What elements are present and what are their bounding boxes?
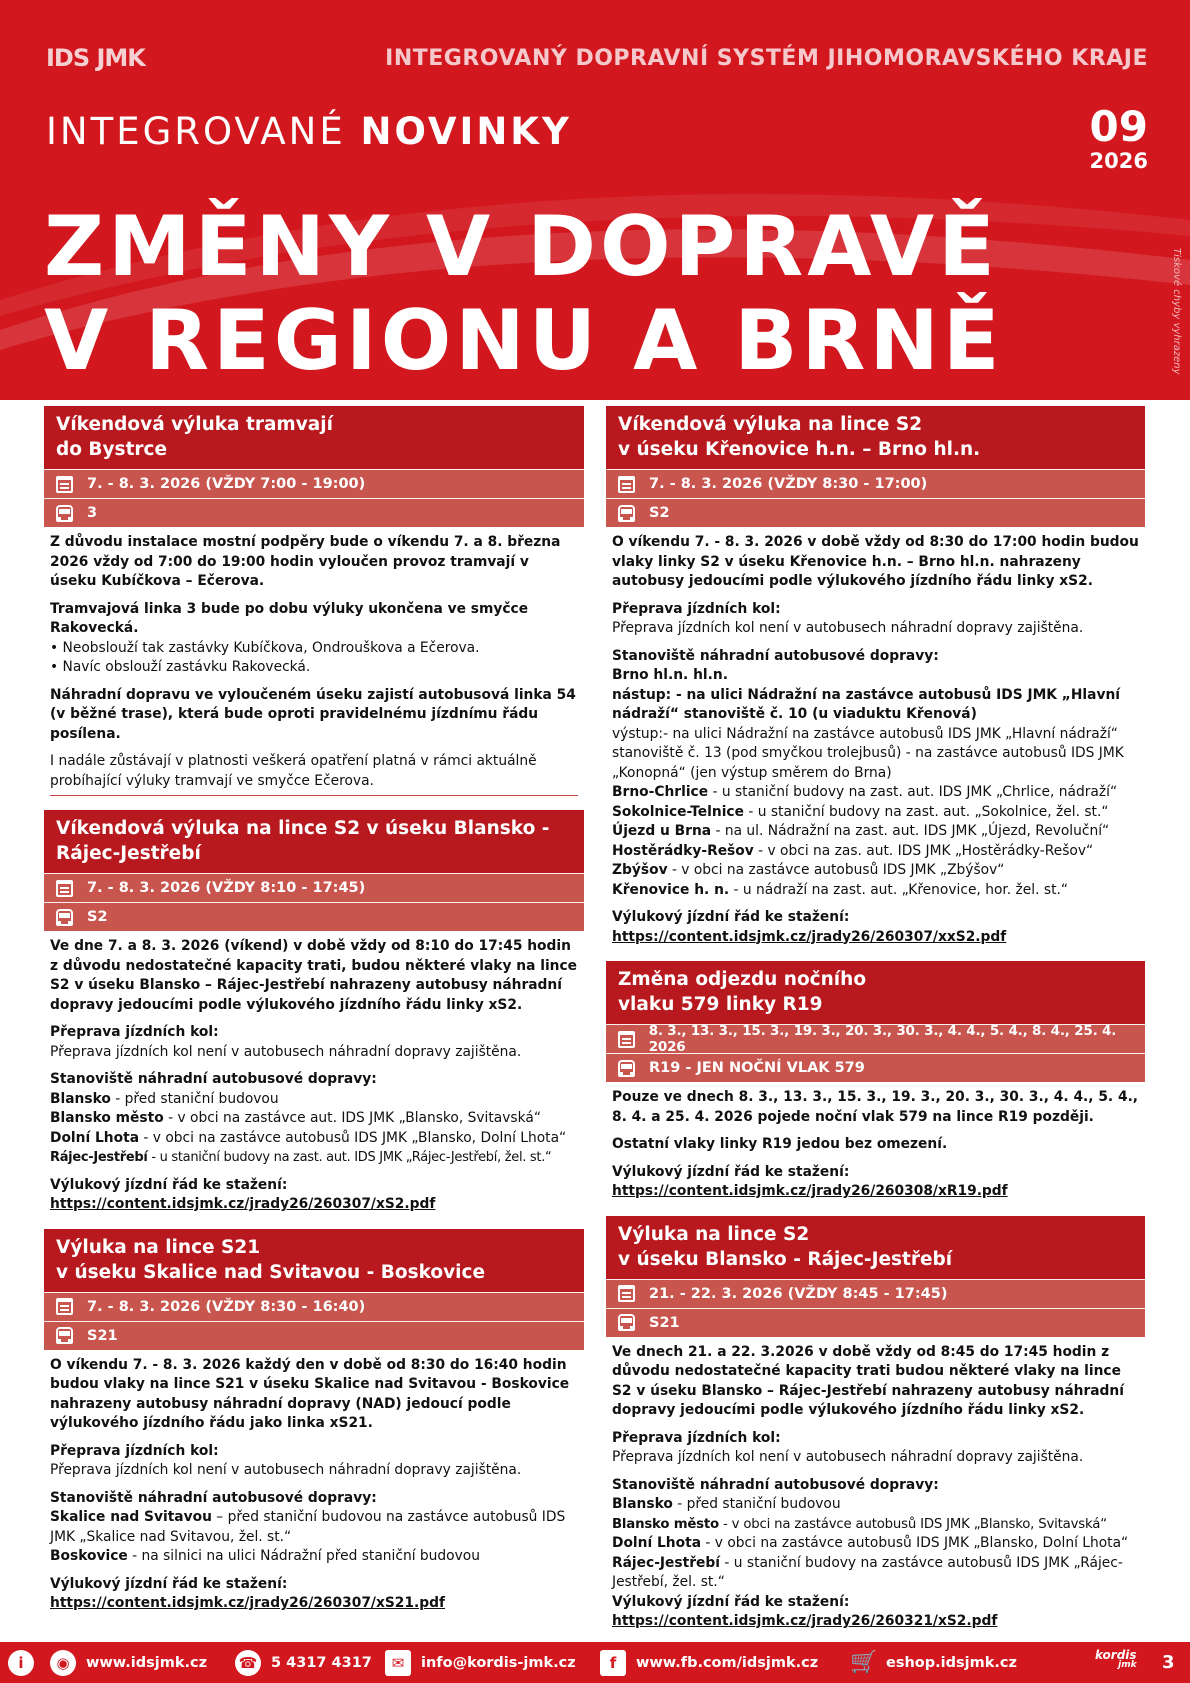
timetable-link[interactable]: https://content.idsjmk.cz/jrady26/260307/xxS2.pdf bbox=[612, 928, 1007, 945]
right-column bbox=[606, 406, 1145, 1646]
calendar-icon bbox=[618, 476, 635, 493]
notice-date: 21. - 22. 3. 2026 (VŽDY 8:45 - 17:45) bbox=[649, 1285, 948, 1302]
notice-line: S21 bbox=[649, 1314, 680, 1331]
issue-year: 2026 bbox=[1089, 149, 1148, 173]
notice-s2-blansko-weekend bbox=[44, 810, 584, 1221]
cart-icon: 🛒 bbox=[850, 1649, 878, 1675]
issue-number: 09 bbox=[1089, 102, 1148, 151]
disclaimer: Tiskové chyby vyhrazeny bbox=[1171, 248, 1182, 375]
calendar-icon bbox=[56, 1298, 73, 1315]
notice-title: Výluka na lince S21 v úseku Skalice nad Svitavou - Boskovice bbox=[44, 1229, 584, 1292]
notice-line: R19 - JEN NOČNÍ VLAK 579 bbox=[649, 1060, 865, 1076]
footer-phone-link[interactable]: ☎ 5 4317 4317 bbox=[235, 1642, 372, 1683]
footer-email-link[interactable]: ✉ info@kordis-jmk.cz bbox=[385, 1642, 576, 1683]
notice-body: Z důvodu instalace mostní podpěry bude o víkendu 7. a 8. března 2026 vždy od 7:00 do 19:00 hodin vyloučen provoz tramvají v úseku Kubíčkova – Ečerova. Tramvajová linka 3 bude po dobu výluky ukončena ve smyčce Rakovecká. • Neobslouží tak zastávky Kubíčkova, Ondrouškova a Ečerova. • Navíc obslouží zastávku Rakovecká. Náhradní dopravu ve vyloučeném úseku zajistí autobusová linka 54 (v běžné trase), která bude oproti pravidelnému jízdnímu řádu posílena. I nadále zůstávají v platnosti veškerá opatření platná v rámci aktuálně probíhající výluky tramvají ve smyčce Ečerova. bbox=[44, 527, 584, 802]
notice-date: 8. 3., 13. 3., 15. 3., 19. 3., 20. 3., 30. 3., 4. 4., 5. 4., 8. 4., 25. 4. 2026 bbox=[648, 1023, 1117, 1055]
series-title: INTEGROVANÉ NOVINKY bbox=[46, 110, 572, 153]
notice-body: O víkendu 7. - 8. 3. 2026 každý den v době od 8:30 do 16:40 hodin budou vlaky na lince S21 v úseku Skalice nad Svitavou - Boskovice nahrazeny autobusy náhradní dopravy (NAD) jedoucí podle výlukového jízdního řádu jako linka xS21. Přeprava jízdních kol: Přeprava jízdních kol není v autobusech náhradní dopravy zajištěna. Stanoviště náhradní autobusové dopravy: Skalice nad Svitavou – před staniční budovou na zastávce autobusů IDS JMK „Skalice nad Svitavou, žel. st.“ Boskovice - na silnici na ulici Nádražní před staniční budovou Výlukový jízdní řád ke stažení: https://content.idsjmk.cz/jrady26/260307/xS21.pdf bbox=[44, 1350, 584, 1620]
ids-jmk-logo[interactable] bbox=[46, 44, 145, 72]
notice-title: Výluka na lince S2 v úseku Blansko - Rájec-Jestřebí bbox=[606, 1216, 1145, 1279]
system-name: INTEGROVANÝ DOPRAVNÍ SYSTÉM JIHOMORAVSKÉHO KRAJE bbox=[385, 46, 1148, 71]
notice-line: S21 bbox=[87, 1327, 118, 1344]
calendar-icon bbox=[56, 880, 73, 897]
notice-line: S2 bbox=[87, 909, 108, 925]
train-icon bbox=[618, 505, 635, 522]
footer-web-link[interactable]: ◉ www.idsjmk.cz bbox=[50, 1642, 207, 1683]
notice-body: O víkendu 7. - 8. 3. 2026 v době vždy od 8:30 do 17:00 hodin budou vlaky linky S2 v úseku Křenovice h.n. – Brno hl.n. nahrazeny autobusy jedoucími podle výlukového jízdního řádu linky xS2. Přeprava jízdních kol: Přeprava jízdních kol není v autobusech náhradní dopravy zajištěna. Stanoviště náhradní autobusové dopravy: Brno hl.n. hl.n. nástup: - na ulici Nádražní na zastávce autobusů IDS JMK „Hlavní nádraží“ stanoviště č. 10 (u viaduktu Křenová) výstup:- na ulici Nádražní na zastávce autobusů IDS JMK „Hlavní nádraží“ stanoviště č. 13 (pod smyčkou trolejbusů) - na zastávce autobusů IDS JMK „Konopná“ (jen výstup směrem do Brna) Brno-Chrlice - u staniční budovy na zast. aut. IDS JMK „Chrlice, nádraží“ Sokolnice-Telnice - u staniční budovy na zast. aut. „Sokolnice, žel. st.“ Újezd u Brna - na ul. Nádražní na zast. aut. IDS JMK „Újezd, Revoluční“ Hostěrádky-Rešov - v obci na zas. aut. IDS JMK „Hostěrádky-Rešov“ Zbýšov - v obci na zastávce autobusů IDS JMK „Zbýšov“ Křenovice h. n. - u nádraží na zast. aut. „Křenovice, hor. žel. st.“ Výlukový jízdní řád ke stažení: https://content.idsjmk.cz/jrady26/260307/xxS2.pdf bbox=[606, 527, 1145, 953]
phone-icon: ☎ bbox=[235, 1650, 261, 1676]
notice-meta bbox=[606, 1024, 1145, 1082]
notice-line: S2 bbox=[649, 505, 670, 521]
page-headline bbox=[44, 200, 1004, 388]
footer-facebook-link[interactable]: f www.fb.com/idsjmk.cz bbox=[600, 1642, 818, 1683]
notice-title: Víkendová výluka na lince S2 v úseku Křenovice h.n. – Brno hl.n. bbox=[606, 406, 1145, 469]
notice-title: Víkendová výluka na lince S2 v úseku Blansko - Rájec-Jestřebí bbox=[44, 810, 584, 873]
notice-body: Pouze ve dnech 8. 3., 13. 3., 15. 3., 19. 3., 20. 3., 30. 3., 4. 4., 5. 4., 8. 4. a 25. 4. 2026 pojede noční vlak 579 na lince R19 později. Ostatní vlaky linky R19 jedou bez omezení. Výlukový jízdní řád ke stažení: https://content.idsjmk.cz/jrady26/260308/xR19.pdf bbox=[606, 1082, 1145, 1208]
notice-r19-night-train bbox=[606, 961, 1145, 1208]
notice-tram-bystrc bbox=[44, 406, 584, 802]
notice-date: 7. - 8. 3. 2026 (VŽDY 8:30 - 17:00) bbox=[649, 476, 928, 492]
timetable-link[interactable]: https://content.idsjmk.cz/jrady26/260321/xS2.pdf bbox=[612, 1613, 998, 1629]
train-icon bbox=[618, 1314, 635, 1331]
mail-icon: ✉ bbox=[385, 1650, 411, 1676]
header-banner bbox=[0, 0, 1190, 400]
notice-s2-blansko-march bbox=[606, 1216, 1145, 1638]
headline-line-1: ZMĚNY V DOPRAVĚ bbox=[44, 198, 999, 295]
headline-line-2: V REGIONU A BRNĚ bbox=[44, 292, 1004, 389]
issue-badge bbox=[1089, 102, 1148, 173]
notice-meta bbox=[44, 873, 584, 931]
train-icon bbox=[56, 909, 73, 926]
train-icon bbox=[56, 1327, 73, 1344]
notice-date: 7. - 8. 3. 2026 (VŽDY 8:30 - 16:40) bbox=[87, 1298, 366, 1315]
tram-icon bbox=[56, 505, 73, 522]
train-icon bbox=[618, 1060, 635, 1077]
kordis-logo: kordis jmk bbox=[1095, 1648, 1137, 1670]
notice-meta bbox=[44, 469, 584, 527]
notice-body: Ve dnech 21. a 22. 3.2026 v době vždy od 8:45 do 17:45 hodin z důvodu nedostatečné kapacity trati budou některé vlaky na lince S2 v úseku Blansko – Rájec-Jestřebí nahrazeny autobusy náhradní dopravy jedoucími podle výlukového jízdního řádu linky xS2. Přeprava jízdních kol: Přeprava jízdních kol není v autobusech náhradní dopravy zajištěna. Stanoviště náhradní autobusové dopravy: Blansko - před staniční budovou Blansko město - v obci na zastávce autobusů IDS JMK „Blansko, Svitavská“ Dolní Lhota - v obci na zastávce autobusů IDS JMK „Blansko, Dolní Lhota“ Rájec-Jestřebí - u staniční budovy na zastávce autobusů IDS JMK „Rájec-Jestřebí, žel. st.“ Výlukový jízdní řád ke stažení: https://content.idsjmk.cz/jrady26/260321/xS2.pdf bbox=[606, 1337, 1145, 1638]
footer-bar bbox=[0, 1642, 1190, 1683]
list-item: • Navíc obslouží zastávku Rakovecká. bbox=[50, 658, 578, 678]
notice-meta bbox=[606, 469, 1145, 527]
timetable-link[interactable]: https://content.idsjmk.cz/jrady26/260307/xS21.pdf bbox=[50, 1595, 445, 1611]
notice-s2-krenovice bbox=[606, 406, 1145, 953]
timetable-link[interactable]: https://content.idsjmk.cz/jrady26/260307/xS2.pdf bbox=[50, 1196, 436, 1212]
notice-date: 7. - 8. 3. 2026 (VŽDY 8:10 - 17:45) bbox=[87, 880, 366, 896]
facebook-icon: f bbox=[600, 1650, 626, 1676]
notice-meta bbox=[44, 1292, 584, 1350]
calendar-icon bbox=[56, 476, 73, 493]
globe-icon: ◉ bbox=[50, 1650, 76, 1676]
list-item: • Neobslouží tak zastávky Kubíčkova, Ondrouškova a Ečerova. bbox=[50, 639, 578, 659]
logo-text: IDS JMK bbox=[46, 44, 145, 72]
notice-s21-skalice bbox=[44, 1229, 584, 1620]
timetable-link[interactable]: https://content.idsjmk.cz/jrady26/260308/xR19.pdf bbox=[612, 1183, 1008, 1199]
page-number: 3 bbox=[1162, 1652, 1175, 1673]
calendar-icon bbox=[618, 1285, 635, 1302]
calendar-icon bbox=[618, 1031, 635, 1048]
footer-eshop-link[interactable]: 🛒 eshop.idsjmk.cz bbox=[850, 1649, 1017, 1675]
notice-title: Víkendová výluka tramvají do Bystrce bbox=[44, 406, 584, 469]
notice-date: 7. - 8. 3. 2026 (VŽDY 7:00 - 19:00) bbox=[87, 476, 366, 492]
info-icon: i bbox=[8, 1650, 34, 1676]
notice-line: 3 bbox=[87, 505, 98, 521]
notice-meta bbox=[606, 1279, 1145, 1337]
notice-title: Změna odjezdu nočního vlaku 579 linky R19 bbox=[606, 961, 1145, 1024]
notice-body: Ve dne 7. a 8. 3. 2026 (víkend) v době vždy od 8:10 do 17:45 hodin z důvodu nedostatečné kapacity trati, budou některé vlaky na lince S2 v úseku Blansko – Rájec-Jestřebí nahrazeny autobusy náhradní dopravy jedoucími podle výlukového jízdního řádu linky xS2. Přeprava jízdních kol: Přeprava jízdních kol není v autobusech náhradní dopravy zajištěna. Stanoviště náhradní autobusové dopravy: Blansko - před staniční budovou Blansko město - v obci na zastávce aut. IDS JMK „Blansko, Svitavská“ Dolní Lhota - v obci na zastávce autobusů IDS JMK „Blansko, Dolní Lhota“ Rájec-Jestřebí - u staniční budovy na zast. aut. IDS JMK „Rájec-Jestřebí, žel. st.“ Výlukový jízdní řád ke stažení: https://content.idsjmk.cz/jrady26/260307/xS2.pdf bbox=[44, 931, 584, 1221]
left-column bbox=[44, 406, 584, 1628]
